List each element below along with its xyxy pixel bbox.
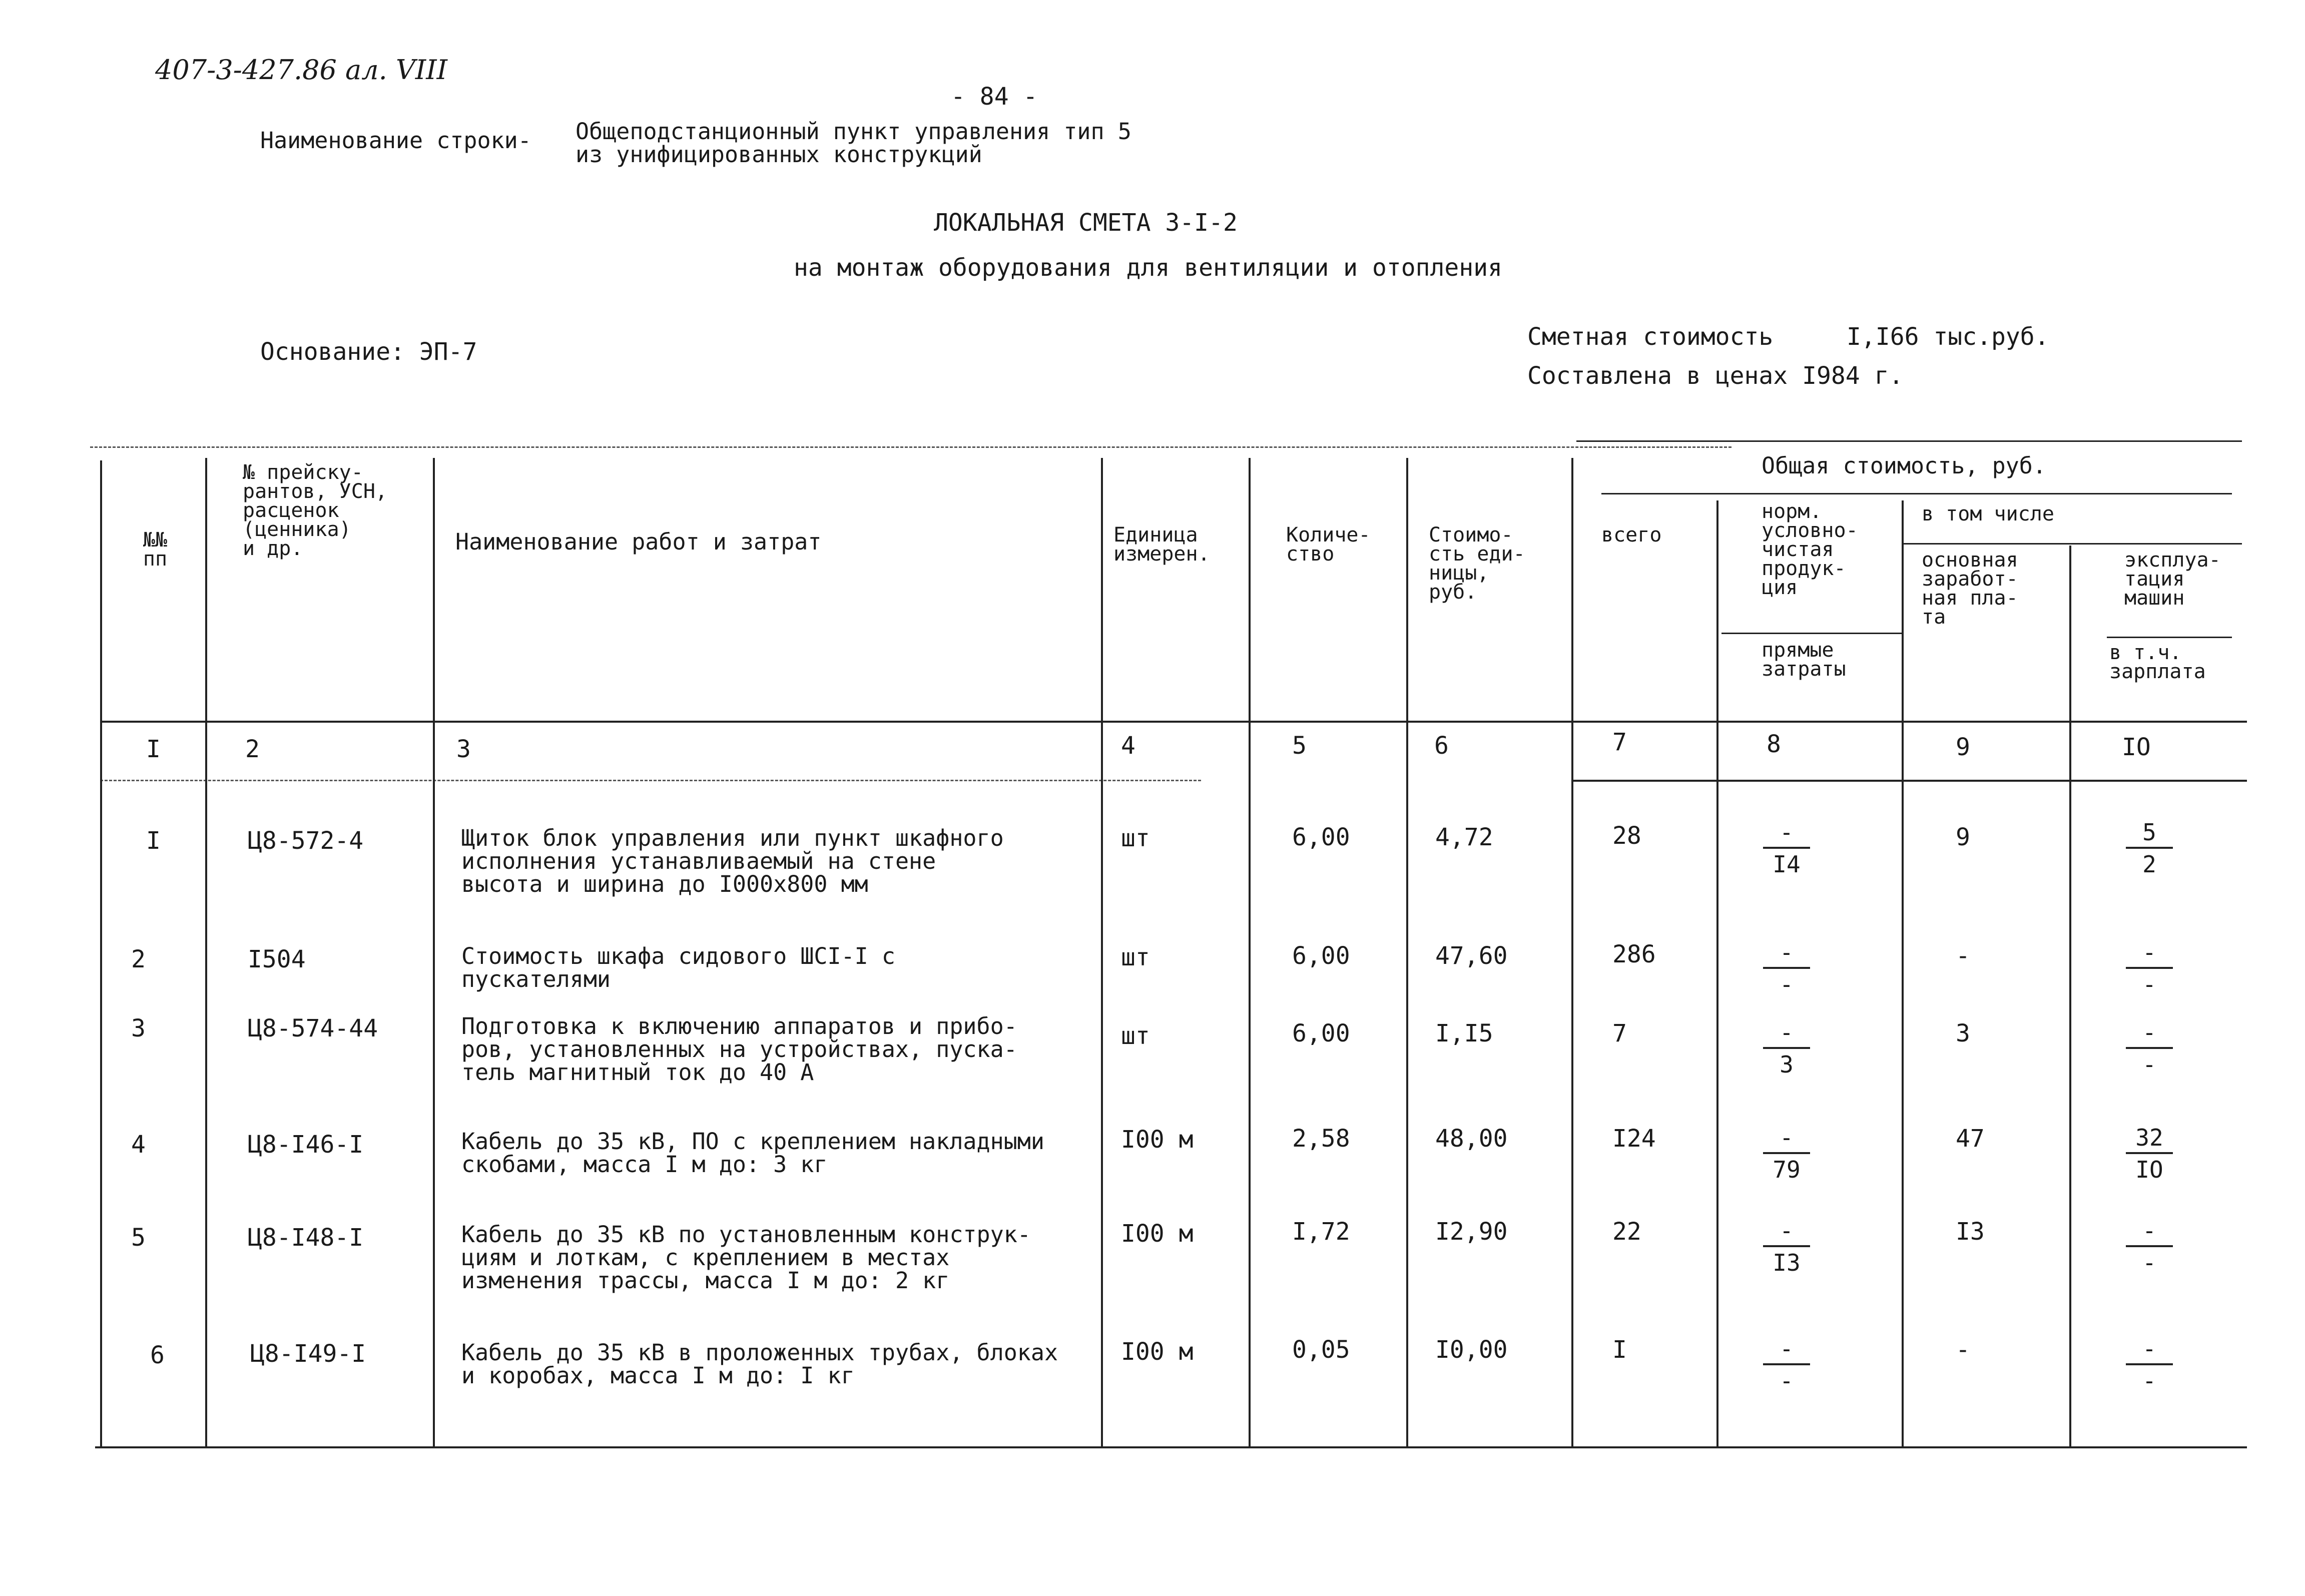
fraction-bar [1763,1152,1810,1154]
fraction-bar [1763,1245,1810,1247]
row-unit-cost: I,I5 [1435,1019,1493,1047]
header-wage: основная заработ- ная пла- та [1922,549,2018,629]
col-number-line-left [100,780,1201,781]
col-line-7 [1571,458,1573,1446]
row-total: I [1612,1336,1627,1364]
col-number-line-right [1571,780,2247,782]
header-num: №№ пп [143,528,168,571]
row-machine-fraction [2117,941,2182,996]
col-number-2: 2 [245,735,260,763]
col-number-3: 3 [456,735,471,763]
row-machine-top: - [2142,1335,2156,1362]
row-norm-top: - [1780,939,1794,966]
row-norm-bottom: I4 [1773,851,1801,878]
header-norm-top: норм. условно- чистая продук- ция [1762,500,1858,599]
row-unit: шт [1121,943,1150,971]
row-num: 2 [131,945,146,973]
row-name: Кабель до 35 кВ в проложенных трубах, блоках и коробах, масса I м до: I кг [461,1339,1058,1389]
col-line-8 [1716,500,1718,1446]
fraction-bar [1763,967,1810,969]
row-machine-bottom: - [2142,971,2156,998]
cost-value: I,I66 тыс.руб. [1847,323,2049,351]
col-number-9: 9 [1956,733,1970,761]
row-unit-cost: 48,00 [1435,1125,1508,1153]
col-line-6 [1406,458,1408,1446]
col-line-9 [1902,500,1904,1446]
header-total: всего [1601,523,1662,547]
row-norm-fraction [1754,1337,1819,1392]
row-norm-bottom: I3 [1773,1249,1801,1276]
row-unit: I00 м [1121,1126,1194,1154]
row-num: 6 [150,1341,165,1369]
col-number-10: IO [2122,733,2151,761]
row-unit-cost: 4,72 [1435,823,1493,851]
fraction-bar [1763,1047,1810,1049]
header-total-group: Общая стоимость, руб. [1762,452,2046,479]
cost-label: Сметная стоимость [1527,323,1774,351]
col-line-2 [205,458,207,1446]
row-machine-top: 5 [2142,819,2156,846]
row-num: 3 [131,1014,146,1042]
row-name: Кабель до 35 кВ по установленным конструк- циям и лоткам, с креплением в местах изменения трассы, масса I м до: 2 кг [461,1221,1031,1294]
row-machine-bottom: - [2142,1249,2156,1276]
row-machine-bottom: 2 [2142,851,2156,878]
row-norm-fraction [1754,1219,1819,1274]
row-ref: Ц8-I46-I [248,1131,364,1159]
row-name: Стоимость шкафа сидового ШСI-I с пускателями [461,943,895,992]
row-norm-fraction [1754,1126,1819,1181]
header-price-ref: № прейску- рантов, УСН, расценок (ценника) и др. [243,461,387,560]
prices-year: Составлена в ценах I984 г. [1527,362,1904,390]
row-total: 28 [1612,822,1641,850]
row-machine-fraction [2117,1021,2182,1076]
row-wage: I3 [1956,1218,1985,1246]
col-number-6: 6 [1434,732,1449,760]
col-number-1: I [146,735,161,763]
col-number-4: 4 [1121,732,1135,760]
row-total: 286 [1612,940,1656,968]
row-machine-top: - [2142,939,2156,966]
row-total: I24 [1612,1125,1656,1153]
row-num: 4 [131,1131,146,1159]
row-qty: 6,00 [1292,1019,1350,1047]
header-machine-top: эксплуа- тация машин [2124,549,2221,610]
header-incl: в том числе [1922,502,2054,525]
row-num: I [146,827,161,855]
incl-header-line [1902,543,2242,545]
fraction-bar [2126,1245,2173,1247]
row-norm-fraction [1754,941,1819,996]
album-code: 407-3-427.86 ал. VIII [155,54,447,86]
row-machine-top: - [2142,1217,2156,1244]
document-subtitle: на монтаж оборудования для вентиляции и отопления [794,254,1503,282]
header-unit: Единица измерен. [1113,523,1210,566]
row-unit-cost: I2,90 [1435,1218,1508,1246]
row-machine-bottom: - [2142,1367,2156,1394]
row-norm-fraction [1754,1021,1819,1076]
table-bottom-border [95,1446,2247,1448]
row-norm-top: - [1780,1217,1794,1244]
line-label: Наименование строки- [260,127,531,154]
row-unit: шт [1121,824,1150,852]
fraction-bar [2126,1152,2173,1154]
row-unit-cost: I0,00 [1435,1336,1508,1364]
col-line-3 [433,458,435,1446]
row-name: Щиток блок управления или пункт шкафного исполнения устанавливаемый на стене высота и ширина до I000х800 мм [461,825,1004,897]
header-unit-cost: Стоимо- сть еди- ницы, руб. [1429,523,1525,604]
row-ref: Ц8-572-4 [248,827,364,855]
row-norm-top: - [1780,1124,1794,1151]
fraction-bar [1763,1363,1810,1365]
row-wage: 3 [1956,1019,1970,1047]
row-unit: шт [1121,1022,1150,1050]
fraction-bar [1763,847,1810,849]
col-number-7: 7 [1612,728,1627,756]
col-line-4 [1101,458,1103,1446]
row-norm-bottom: - [1780,1367,1794,1394]
row-qty: 0,05 [1292,1336,1350,1364]
row-ref: Ц8-I49-I [250,1340,366,1368]
fraction-bar [2126,1047,2173,1049]
row-machine-top: - [2142,1019,2156,1046]
header-name: Наименование работ и затрат [455,528,822,555]
row-wage: - [1956,1336,1970,1364]
row-machine-fraction [2117,1126,2182,1181]
header-qty: Количе- ство [1286,523,1371,566]
row-machine-fraction [2117,1219,2182,1274]
row-norm-bottom: 3 [1780,1051,1794,1078]
row-ref: Ц8-I48-I [248,1224,364,1252]
document-title: ЛОКАЛЬНАЯ СМЕТА 3-I-2 [934,209,1238,237]
row-norm-bottom: - [1780,971,1794,998]
row-machine-bottom: - [2142,1051,2156,1078]
col-line-1 [100,460,102,1446]
row-wage: 9 [1956,823,1970,851]
col-number-5: 5 [1292,732,1307,760]
col-line-10 [2069,546,2071,1446]
row-wage: 47 [1956,1125,1985,1153]
row-total: 22 [1612,1218,1641,1246]
row-norm-top: - [1780,1335,1794,1362]
row-norm-bottom: 79 [1773,1156,1801,1183]
col-line-5 [1249,458,1251,1446]
row-machine-fraction [2117,1337,2182,1392]
row-qty: 6,00 [1292,942,1350,970]
header-machine-bottom: в т.ч. зарплата [2109,641,2206,683]
row-machine-top: 32 [2135,1124,2163,1151]
row-unit: I00 м [1121,1338,1194,1366]
row-unit-cost: 47,60 [1435,942,1508,970]
fraction-bar [2126,967,2173,969]
row-norm-fraction [1754,821,1819,876]
fraction-bar [2126,1363,2173,1365]
machine-split-line [2107,637,2232,638]
row-total: 7 [1612,1019,1627,1047]
fraction-bar [2126,847,2173,849]
row-qty: 6,00 [1292,823,1350,851]
header-norm-bottom: прямые затраты [1762,639,1846,681]
table-top-border-right [1576,440,2242,442]
row-norm-top: - [1780,1019,1794,1046]
col-number-8: 8 [1767,730,1781,758]
basis: Основание: ЭП-7 [260,338,477,366]
row-norm-top: - [1780,819,1794,846]
group-header-line [1601,493,2232,494]
row-name: Подготовка к включению аппаратов и прибо- ров, установленных на устройствах, пуска- тель магнитный ток до 40 А [461,1013,1017,1086]
norm-split-line [1721,633,1902,634]
table-top-border [90,446,1732,448]
header-bottom-line [100,721,2247,723]
page-number: - 84 - [951,83,1038,111]
row-ref: Ц8-574-44 [248,1014,378,1042]
line-value: Общеподстанционный пункт управления тип 5 из унифицированных конструкций [575,118,1131,168]
row-machine-bottom: IO [2135,1156,2163,1183]
row-num: 5 [131,1224,146,1252]
row-qty: 2,58 [1292,1125,1350,1153]
row-wage: - [1956,942,1970,970]
row-qty: I,72 [1292,1218,1350,1246]
row-unit: I00 м [1121,1220,1194,1248]
row-machine-fraction [2117,821,2182,876]
row-name: Кабель до 35 кВ, ПО с креплением накладными скобами, масса I м до: 3 кг [461,1128,1044,1178]
row-ref: I504 [248,945,306,973]
